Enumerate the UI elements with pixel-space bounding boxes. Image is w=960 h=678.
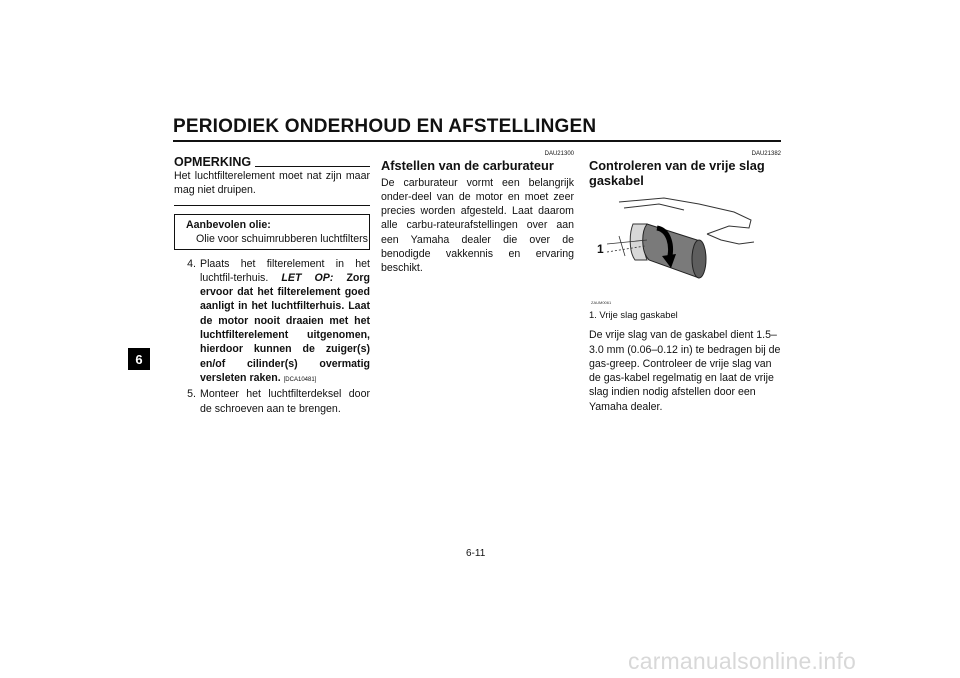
column-right	[589, 150, 781, 414]
section-text: De carburateur vormt een belangrijk onder-deel van de motor en moet zeer precies worden afgesteld. Laat daarom alle carbu-rateurafstellingen over aan een Yamaha dealer die over de benodigde vakkennis en ervaring beschikt.	[381, 176, 574, 275]
step-number: 4.	[187, 257, 196, 270]
step-text: Plaats het filterelement in het luchtfil-terhuis.	[200, 257, 370, 284]
figure-callout: 1	[597, 242, 604, 256]
section-text: De vrije slag van de gaskabel dient 1.5–3.0 mm (0.06–0.12 in) te bedragen bij de gas-greep. Controleer de vrije slag van de gas-kabel regelmatig en laat de vrije slag indien nodig afstellen door een Yamaha dealer.	[589, 329, 781, 413]
oil-label: Aanbevolen olie:	[186, 218, 271, 231]
note-end-rule	[174, 205, 370, 206]
section-title: Afstellen van de carburateur	[381, 158, 554, 173]
section-code: DAU21300	[544, 151, 574, 157]
throttle-grip-figure	[589, 194, 759, 305]
throttle-grip-illustration	[589, 194, 759, 300]
chapter-tab: 6	[128, 348, 150, 370]
step-4	[174, 257, 370, 388]
step-number: 5.	[187, 388, 196, 401]
step-text: Monteer het luchtfilterdeksel door de schroeven aan te brengen.	[200, 388, 370, 415]
watermark: carmanualsonline.info	[628, 648, 856, 674]
page-number: 6-11	[466, 548, 486, 559]
step-list	[174, 257, 370, 416]
caution-label: LET OP:	[281, 271, 334, 284]
figure-caption: 1. Vrije slag gaskabel	[589, 309, 678, 320]
caution-text: Zorg ervoor dat het filterelement goed aanligt in het luchtfilterhuis. Laat de motor nooit draaien met het luchtfilterelement uitgenomen, hierdoor kunnen de zuiger(s) en/of cilinder(s) overmatig versleten raken.	[200, 271, 370, 384]
header-rule	[173, 140, 781, 142]
note-heading	[174, 155, 370, 169]
caution-code: [DCA10481]	[283, 376, 317, 383]
note-text: Het luchtfilterelement moet nat zijn maar mag niet druipen.	[174, 170, 370, 197]
page-title: PERIODIEK ONDERHOUD EN AFSTELLINGEN	[173, 116, 597, 137]
section-title: Controleren van de vrije slag gaskabel	[589, 158, 765, 188]
recommended-oil-box	[174, 214, 370, 250]
section-code: DAU21382	[751, 151, 781, 157]
note-heading-rule	[255, 166, 370, 167]
note-title: OPMERKING	[174, 155, 252, 169]
column-left	[174, 155, 370, 416]
figure-code: ZAUM0061	[591, 300, 612, 305]
column-middle	[381, 150, 574, 276]
oil-value: Olie voor schuimrubberen luchtfilters	[196, 232, 368, 245]
step-5	[174, 387, 370, 416]
